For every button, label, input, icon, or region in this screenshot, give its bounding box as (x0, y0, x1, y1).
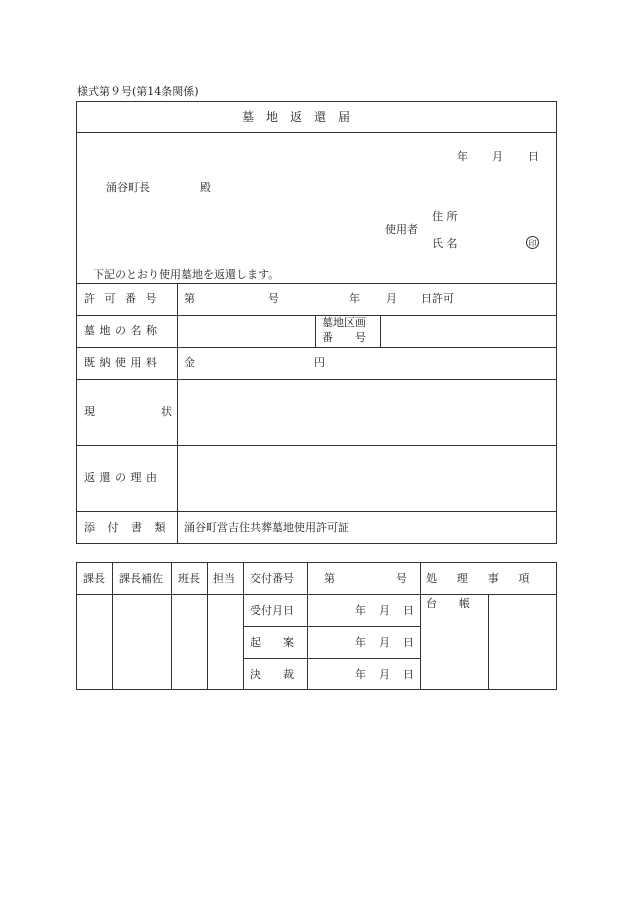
seal-mark: 印 (526, 236, 539, 249)
attachments-label: 添 付 書 類 (84, 521, 166, 534)
date-month-label: 月 (492, 150, 503, 163)
date-year-label: 年 (457, 150, 468, 163)
header-assistant-chief: 課長補佐 (119, 572, 163, 585)
status-label-1: 現 (84, 405, 95, 418)
divider (76, 594, 557, 595)
header-staff: 担当 (213, 572, 235, 585)
header-team-leader: 班長 (178, 572, 200, 585)
paid-fee-yen: 円 (314, 356, 325, 369)
divider (380, 315, 381, 347)
divider (243, 626, 420, 627)
divider (76, 379, 557, 380)
divider (76, 445, 557, 446)
divider (307, 562, 308, 690)
decision-label: 決 裁 (250, 668, 294, 681)
divider (207, 562, 208, 690)
decision-day: 日 (403, 668, 414, 681)
divider (243, 562, 244, 690)
draft-month: 月 (379, 636, 390, 649)
header-section-chief: 課長 (83, 572, 105, 585)
permit-dai: 第 (184, 292, 195, 305)
divider (76, 347, 557, 348)
applicant-role: 使用者 (385, 223, 418, 236)
header-issue-number: 交付番号 (250, 572, 294, 585)
date-day-label: 日 (528, 150, 539, 163)
reason-label: 返 還 の 理 由 (84, 471, 157, 484)
header-processing: 処 理 事 項 (426, 572, 534, 585)
received-month: 月 (379, 604, 390, 617)
cemetery-name-label: 墓 地 の 名 称 (84, 324, 157, 337)
section-number-label-1: 墓地区画 (322, 316, 366, 329)
permit-month: 月 (386, 292, 397, 305)
divider (315, 315, 316, 347)
issue-number-dai: 第 (324, 572, 335, 585)
form-label: 様式第９号(第14条関係) (77, 85, 199, 98)
decision-month: 月 (379, 668, 390, 681)
statement: 下記のとおり使用墓地を返還します。 (93, 268, 280, 281)
draft-label: 起 案 (250, 636, 294, 649)
permit-go: 号 (268, 292, 279, 305)
divider (76, 283, 557, 284)
section-number-label-2: 番 号 (322, 331, 366, 344)
issue-number-go: 号 (396, 572, 407, 585)
divider (171, 562, 172, 690)
form-title: 墓 地 返 還 届 (242, 110, 351, 124)
divider (488, 594, 489, 690)
ledger-label: 台 帳 (426, 597, 470, 610)
status-label-2: 状 (161, 405, 172, 418)
permit-year: 年 (349, 292, 360, 305)
divider (76, 315, 557, 316)
decision-year: 年 (355, 668, 366, 681)
draft-year: 年 (355, 636, 366, 649)
divider (112, 562, 113, 690)
permit-suffix: 日許可 (421, 292, 454, 305)
addressee: 涌谷町長 (106, 181, 150, 194)
divider (76, 132, 557, 133)
divider (76, 511, 557, 512)
honorific: 殿 (200, 181, 211, 194)
received-label: 受付月日 (250, 604, 294, 617)
label-column-divider (177, 283, 178, 544)
divider (420, 562, 421, 690)
permit-number-label: 許 可 番 号 (84, 292, 157, 305)
address-label: 住 所 (432, 210, 458, 223)
draft-day: 日 (403, 636, 414, 649)
attachments-value: 涌谷町営吉住共葬墓地使用許可証 (184, 521, 349, 534)
received-day: 日 (403, 604, 414, 617)
paid-fee-label: 既 納 使 用 料 (84, 356, 157, 369)
name-label: 氏 名 (432, 237, 458, 250)
received-year: 年 (355, 604, 366, 617)
divider (243, 658, 420, 659)
paid-fee-kin: 金 (184, 356, 195, 369)
